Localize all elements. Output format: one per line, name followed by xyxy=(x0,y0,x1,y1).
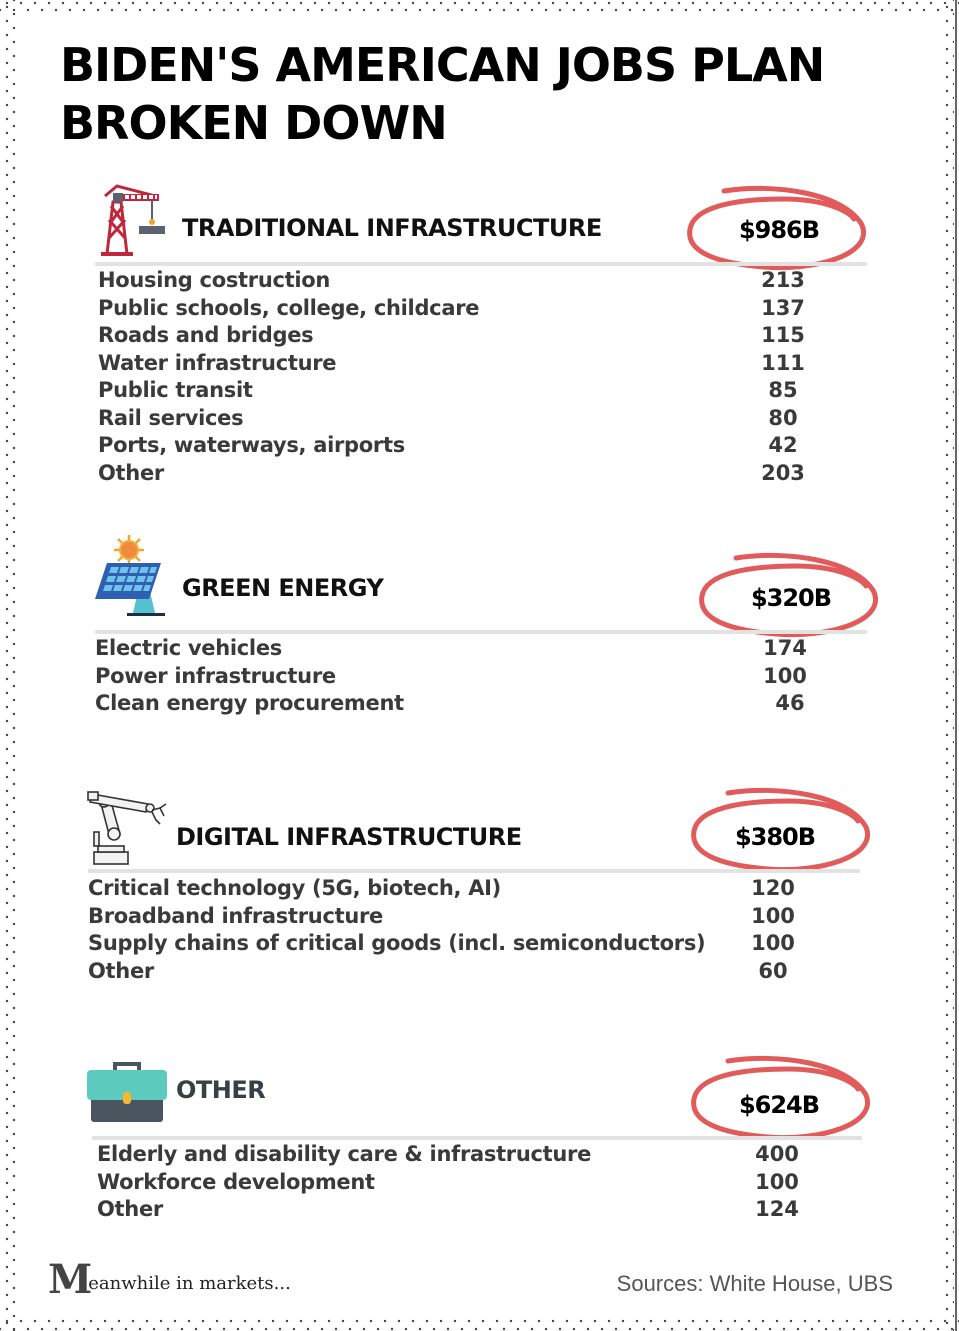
brand-name: eanwhile in markets... xyxy=(88,1273,291,1294)
item-label: Critical technology (5G, biotech, AI) xyxy=(88,876,501,900)
list-item xyxy=(95,691,815,719)
brand-initial: M xyxy=(48,1256,89,1303)
solar-panel-icon xyxy=(93,533,165,619)
item-value: 100 xyxy=(763,663,807,688)
item-label: Other xyxy=(88,958,154,983)
total-badge xyxy=(688,1055,878,1145)
section-heading: OTHER xyxy=(176,1076,266,1104)
item-label: Other xyxy=(98,460,164,485)
item-value: 111 xyxy=(761,350,805,375)
item-value: 400 xyxy=(755,1142,799,1166)
item-value: 85 xyxy=(768,378,798,402)
list-item xyxy=(98,351,818,379)
item-value: 100 xyxy=(755,1169,799,1194)
item-value: 42 xyxy=(768,433,798,457)
sources-note: Sources: White House, UBS xyxy=(616,1271,893,1296)
section-total: $320B xyxy=(750,584,832,612)
item-label: Public schools, college, childcare xyxy=(98,295,480,320)
item-value: 80 xyxy=(768,405,798,430)
section-divider xyxy=(88,869,860,873)
item-label: Power infrastructure xyxy=(95,663,336,688)
list-item xyxy=(95,636,815,664)
item-list xyxy=(95,636,815,719)
item-value: 120 xyxy=(751,876,795,900)
item-value: 137 xyxy=(761,295,805,320)
item-label: Clean energy procurement xyxy=(95,691,404,715)
section-heading: DIGITAL INFRASTRUCTURE xyxy=(176,823,522,851)
dotted-border-bottom xyxy=(0,1313,959,1331)
item-value: 60 xyxy=(758,958,788,983)
list-item xyxy=(88,959,808,987)
section-heading: TRADITIONAL INFRASTRUCTURE xyxy=(182,214,602,242)
crane-icon xyxy=(93,182,165,256)
section-divider xyxy=(92,1136,862,1140)
list-item xyxy=(97,1142,817,1170)
list-item xyxy=(98,461,818,489)
item-label: Supply chains of critical goods (incl. semiconductors) xyxy=(88,931,706,955)
item-label: Housing costruction xyxy=(98,268,331,292)
list-item xyxy=(98,296,818,324)
list-item xyxy=(98,406,818,434)
item-value: 115 xyxy=(761,323,805,347)
item-value: 203 xyxy=(761,460,805,485)
item-list xyxy=(97,1142,817,1225)
section-heading: GREEN ENERGY xyxy=(182,574,384,602)
section-divider xyxy=(95,630,867,634)
title-line-1: BIDEN'S AMERICAN JOBS PLAN xyxy=(60,38,825,92)
list-item xyxy=(97,1197,817,1225)
briefcase-icon xyxy=(87,1060,167,1124)
item-label: Roads and bridges xyxy=(98,323,314,347)
item-list xyxy=(98,268,818,488)
list-item xyxy=(98,433,818,461)
dotted-border-top xyxy=(0,0,959,14)
item-value: 124 xyxy=(755,1197,799,1221)
page-edge-line xyxy=(955,0,957,1331)
total-badge xyxy=(696,552,886,642)
list-item xyxy=(88,931,808,959)
item-label: Electric vehicles xyxy=(95,636,282,660)
list-item xyxy=(97,1170,817,1198)
section-divider xyxy=(95,262,867,266)
item-value: 100 xyxy=(751,903,795,928)
item-label: Elderly and disability care & infrastructure xyxy=(97,1142,592,1166)
item-label: Public transit xyxy=(98,378,253,402)
list-item xyxy=(98,378,818,406)
item-label: Broadband infrastructure xyxy=(88,903,383,928)
item-label: Ports, waterways, airports xyxy=(98,433,405,457)
item-label: Water infrastructure xyxy=(98,350,337,375)
list-item xyxy=(95,664,815,692)
section-total: $624B xyxy=(738,1091,820,1119)
item-list xyxy=(88,876,808,986)
list-item xyxy=(88,876,808,904)
robot-arm-icon xyxy=(86,790,170,866)
list-item xyxy=(98,323,818,351)
item-value: 46 xyxy=(775,691,805,715)
item-value: 100 xyxy=(751,931,795,955)
page-title xyxy=(60,36,824,152)
title-line-2: BROKEN DOWN xyxy=(60,96,447,150)
section-total: $986B xyxy=(738,216,820,244)
total-badge xyxy=(688,787,878,877)
section-total: $380B xyxy=(734,823,816,851)
item-label: Workforce development xyxy=(97,1169,375,1194)
list-item xyxy=(98,268,818,296)
item-label: Other xyxy=(97,1197,163,1221)
brand-logo xyxy=(48,1256,291,1303)
item-value: 174 xyxy=(763,636,807,660)
item-label: Rail services xyxy=(98,405,244,430)
item-value: 213 xyxy=(761,268,805,292)
list-item xyxy=(88,904,808,932)
dotted-border-right xyxy=(940,0,954,1331)
dotted-border-left xyxy=(0,0,16,1331)
